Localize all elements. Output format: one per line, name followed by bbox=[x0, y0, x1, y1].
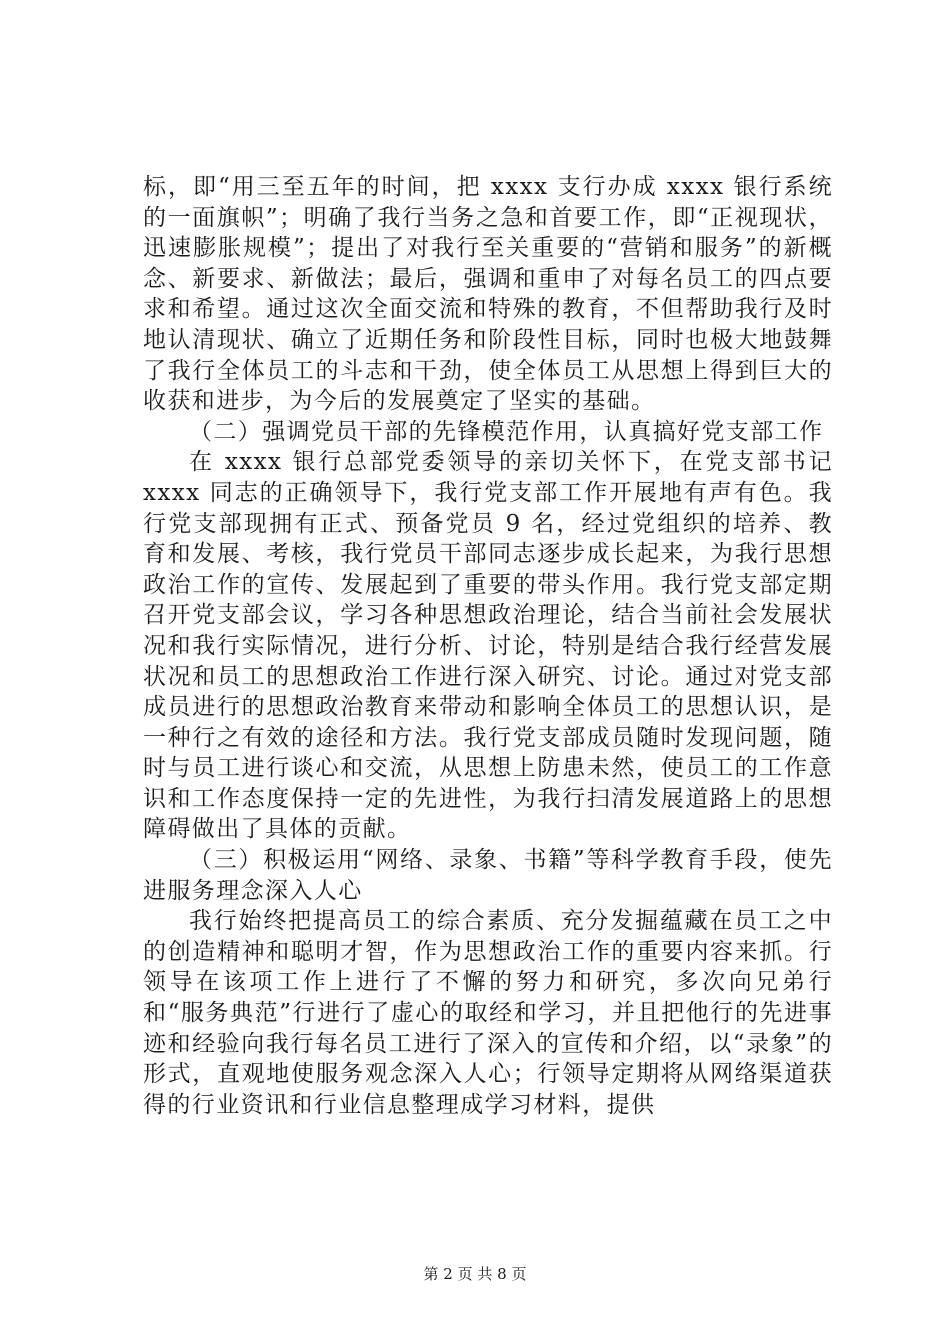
paragraph-continuation: 标，即“用三至五年的时间，把 xxxx 支行办成 xxxx 银行系统的一面旗帜”；明确了我行当务之急和首要工作，即“正视现状，迅速膨胀规模”；提出了对我行至关重要的“营销和服务”的新概念、新要求、新做法；最后，强调和重申了对每名员工的四点要求和希望。通过这次全面交流和特殊的教育，不但帮助我行及时地认清现状、确立了近期任务和阶段性目标，同时也极大地鼓舞了我行全体员工的斗志和干劲，使全体员工从思想上得到巨大的收获和进步，为今后的发展奠定了坚实的基础。 bbox=[143, 174, 833, 415]
paragraph-party-branch: 在 xxxx 银行总部党委领导的亲切关怀下，在党支部书记 xxxx 同志的正确领导下，我行党支部工作开展地有声有色。我行党支部现拥有正式、预备党员 9 名，经过党组织的培养、教育和发展、考核，我行党员干部同志逐步成长起来，为我行思想政治工作的宣传、发展起到了重要的带头作用。我行党支部定期召开党支部会议，学习各种思想政治理论，结合当前社会发展状况和我行实际情况，进行分析、讨论，特别是结合我行经营发展状况和员工的思想政治工作进行深入研究、讨论。通过对党支部成员进行的思想政治教育来带动和影响全体员工的思想认识，是一种行之有效的途径和方法。我行党支部成员随时发现问题，随时与员工进行谈心和交流，从思想上防患未然，使员工的工作意识和工作态度保持一定的先进性，为我行扫清发展道路上的思想障碍做出了具体的贡献。 bbox=[143, 449, 833, 843]
document-body bbox=[143, 172, 833, 1120]
paragraph-education: 我行始终把提高员工的综合素质、充分发掘蕴藏在员工之中的创造精神和聪明才智，作为思想政治工作的重要内容来抓。行领导在该项工作上进行了不懈的努力和研究，多次向兄弟行和“服务典范”行进行了虚心的取经和学习，并且把他行的先进事迹和经验向我行每名员工进行了深入的宣传和介绍，以“录象”的形式，直观地使服务观念深入人心；行领导定期将从网络渠道获得的行业资讯和行业信息整理成学习材料，提供 bbox=[143, 908, 833, 1118]
page-footer: 第 2 页 共 8 页 bbox=[423, 1265, 527, 1283]
section-heading-2: （二）强调党员干部的先锋模范作用，认真搞好党支部工作 bbox=[189, 418, 824, 445]
section-heading-3: （三）积极运用“网络、录象、书籍”等科学教育手段，使先进服务理念深入人心 bbox=[143, 847, 833, 904]
